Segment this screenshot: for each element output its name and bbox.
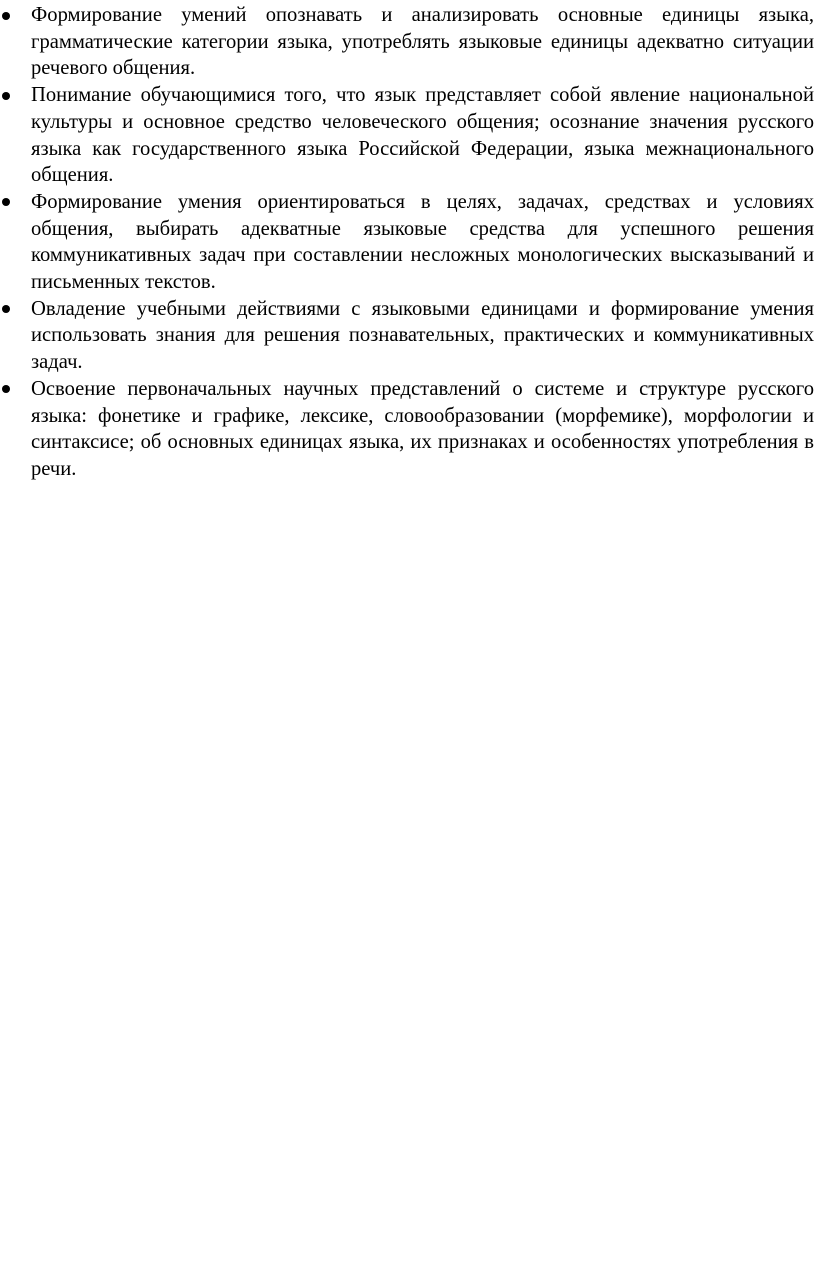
list-item xyxy=(0,189,816,296)
list-item-text: Формирование умений опознавать и анализировать основные единицы языка, грамматические категории языка, употреблять языковые единицы адекватно ситуации речевого общения. xyxy=(31,4,814,80)
list-item xyxy=(0,296,816,376)
list-item xyxy=(0,376,816,483)
list-item-text: Формирование умения ориентироваться в целях, задачах, средствах и условиях общения, выбирать адекватные языковые средства для успешного решения коммуникативных задач при составлении несложных монологических высказываний и письменных текстов. xyxy=(31,190,814,294)
bullet-icon xyxy=(2,92,10,100)
bullet-icon xyxy=(2,385,10,393)
list-item xyxy=(0,82,816,189)
bullet-icon xyxy=(2,12,10,20)
bullet-icon xyxy=(2,305,10,313)
list-item-text: Овладение учебными действиями с языковыми единицами и формирование умения использовать знания для решения познавательных, практических и коммуникативных задач. xyxy=(31,297,814,374)
list-item-text: Освоение первоначальных научных представлений о системе и структуре русского языка: фонетике и графике, лексике, словообразовании (морфемике), морфологии и синтаксисе; об основных единицах языка, их признаках и особенностях употребления в речи. xyxy=(31,377,814,480)
bullet-icon xyxy=(2,198,10,206)
goals-bullet-list xyxy=(0,2,816,483)
list-item-text: Понимание обучающимися того, что язык представляет собой явление национальной культуры и основное средство человеческого общения; осознание значения русского языка как государственного языка Российской Федерации, языка межнационального общения. xyxy=(31,84,814,187)
list-item xyxy=(0,2,816,82)
